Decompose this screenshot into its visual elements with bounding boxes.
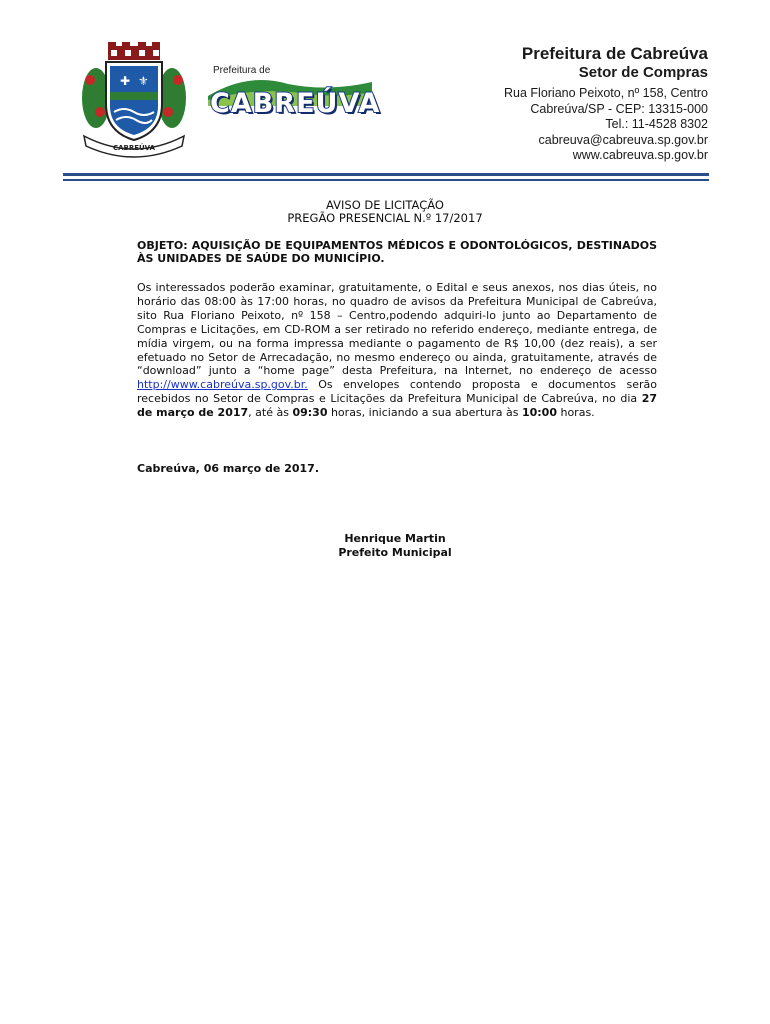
body-text-5: horas. bbox=[556, 406, 595, 420]
email: cabreuva@cabreuva.sp.gov.br bbox=[538, 132, 708, 147]
logo-prefeitura-de: Prefeitura de bbox=[213, 65, 271, 76]
letterhead bbox=[504, 44, 708, 164]
website-link[interactable]: http://www.cabreúva.sp.gov.br. bbox=[137, 378, 308, 392]
logo-wordmark: CABREÚVA bbox=[210, 88, 381, 119]
place-date: Cabreúva, 06 março de 2017. bbox=[137, 462, 319, 475]
date-highlight: 27 de março de 2017 bbox=[137, 392, 657, 420]
body-text-2: Os envelopes contendo proposta e documentos serão recebidos no Setor de Compras e Licitações da Prefeitura Municipal de Cabreúva, no dia bbox=[137, 378, 657, 406]
address: Rua Floriano Peixoto, nº 158, Centro bbox=[504, 86, 708, 100]
body-text-4: horas, iniciando a sua abertura às bbox=[327, 406, 522, 420]
header-divider-bottom bbox=[63, 179, 709, 181]
coat-of-arms-logo bbox=[78, 40, 190, 158]
signer-role: Prefeito Municipal bbox=[338, 546, 452, 559]
website: www.cabreuva.sp.gov.br bbox=[572, 148, 708, 162]
body-text-3: , até às bbox=[248, 406, 293, 420]
time-highlight-1: 09:30 bbox=[292, 406, 328, 420]
signer-name: Henrique Martin bbox=[344, 532, 446, 545]
body-text-1: Os interessados poderão examinar, gratuitamente, o Edital e seus anexos, nos dias úteis, no horário das 08:00 às 17:00 horas, no quadro de avisos da Prefeitura Municipal de Cabreúva, sito Rua Floriano Peixoto, nº 158 – Centro,podendo adquiri-lo junto ao Departamento de Compras e Licitações, em CD-ROM a ser retirado no referido endereço, mediante entrega, de mídia virgem, ou na forma impressa mediante o pagamento de R$ 10,00 (dez reais), a ser efetuado no Setor de Arrecadação, no mesmo endereço ou ainda, gratuitamente, através de “download” junto a “home page” desta Prefeitura, na Internet, no endereço de acesso bbox=[137, 281, 657, 378]
phone: Tel.: 11-4528 8302 bbox=[605, 117, 708, 131]
objeto-statement: OBJETO: AQUISIÇÃO DE EQUIPAMENTOS MÉDICOS E ODONTOLÓGICOS, DESTINADOS ÀS UNIDADES DE SAÚDE DO MUNICÍPIO. bbox=[137, 239, 657, 265]
city-cep: Cabreúva/SP - CEP: 13315-000 bbox=[530, 101, 708, 116]
time-highlight-2: 10:00 bbox=[521, 406, 557, 420]
header-divider-top bbox=[63, 173, 709, 176]
svg-text:⚜: ⚜ bbox=[138, 74, 149, 88]
body-paragraph bbox=[137, 281, 657, 420]
svg-text:✚: ✚ bbox=[120, 74, 131, 88]
org-title: Prefeitura de Cabreúva bbox=[521, 44, 708, 63]
doc-subtitle: PREGÃO PRESENCIAL N.º 17/2017 bbox=[287, 211, 483, 225]
doc-title: AVISO DE LICITAÇÃO bbox=[326, 198, 444, 212]
crest-ribbon-text: CABREÚVA bbox=[112, 144, 156, 152]
department: Setor de Compras bbox=[578, 64, 708, 81]
